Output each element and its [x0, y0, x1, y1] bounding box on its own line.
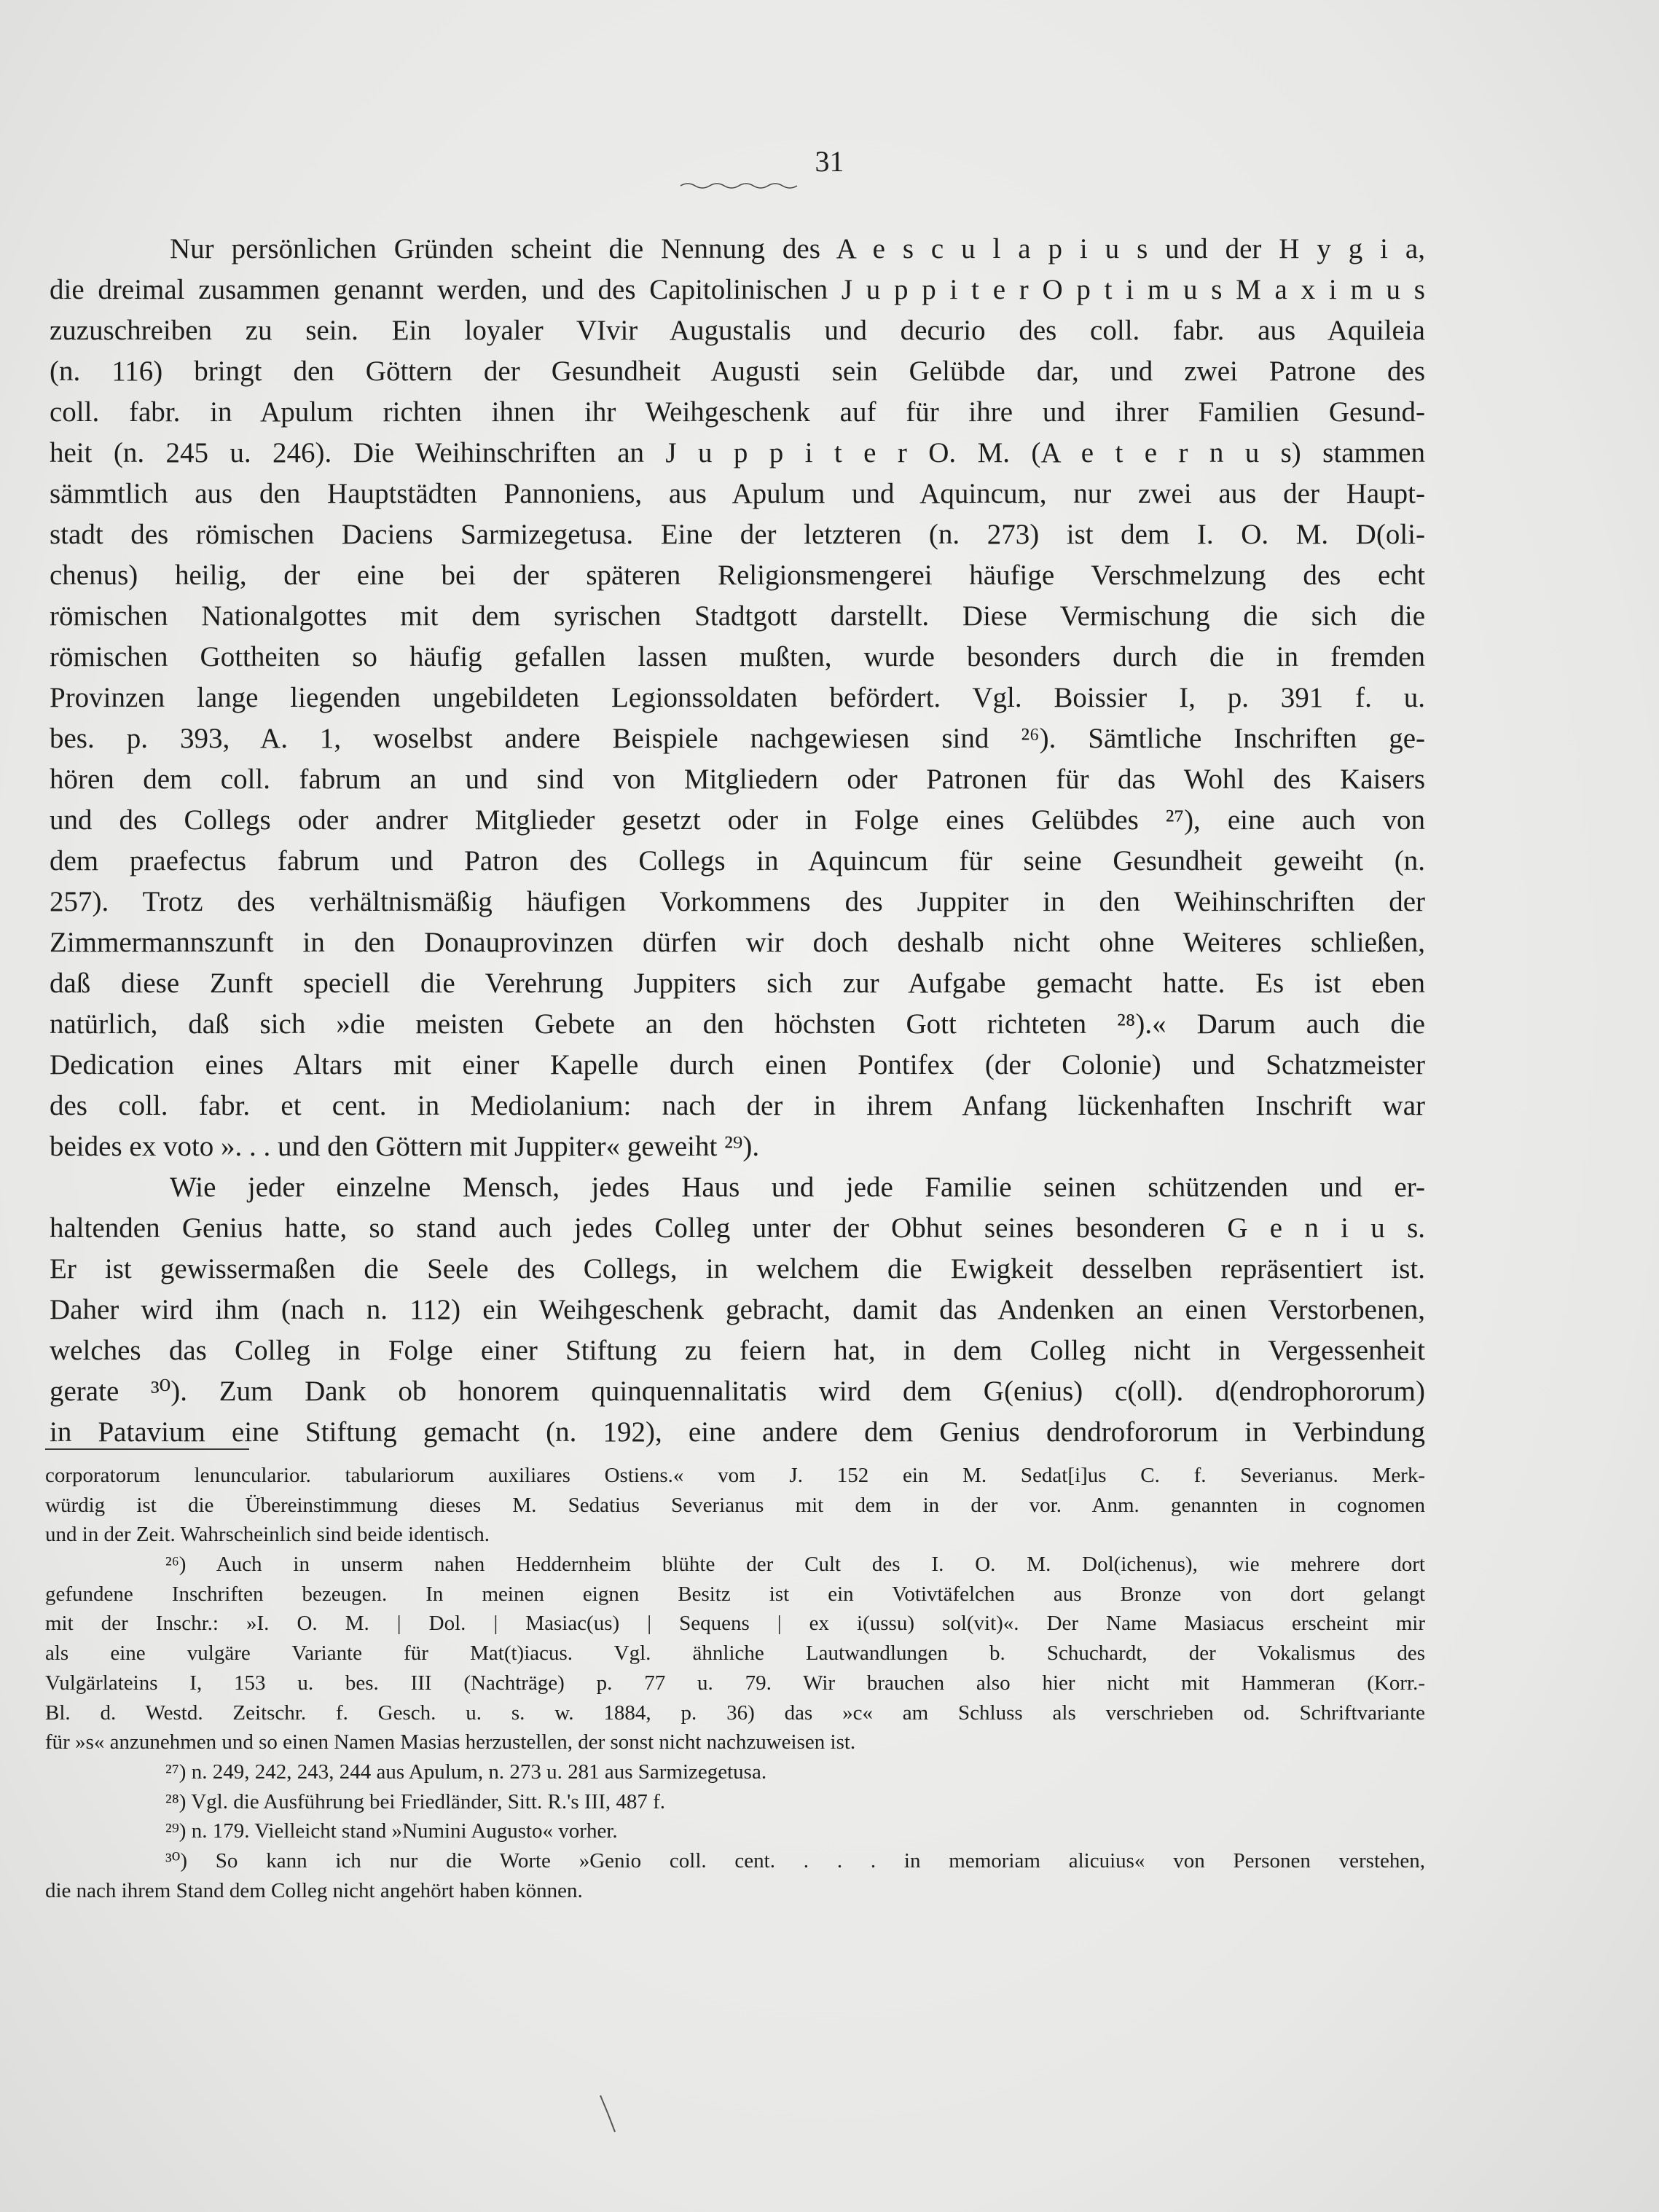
- footnote-line: ²⁹) n. 179. Vielleicht stand »Numini Augusto« vorher.: [165, 1819, 618, 1843]
- footnote-line: ²⁸) Vgl. die Ausführung bei Friedländer, Sitt. R.'s III, 487 f.: [165, 1789, 666, 1813]
- footnote-separator: [45, 1448, 249, 1450]
- body-line: heit (n. 245 u. 246). Die Weihinschriften an J u p p i t e r O. M. (A e t e r n u s) stammen: [50, 437, 1425, 468]
- body-line: die dreimal zusammen genannt werden, und des Capitolinischen J u p p i t e r O p t i m u s M a x i m u s: [50, 274, 1425, 305]
- body-line: Dedication eines Altars mit einer Kapelle durch einen Pontifex (der Colonie) und Schatzmeister: [50, 1049, 1425, 1080]
- page-number: 31: [815, 145, 844, 178]
- body-line: des coll. fabr. et cent. in Mediolanium: nach der in ihrem Anfang lückenhaften Inschrift war: [50, 1090, 1425, 1121]
- body-line: römischen Gottheiten so häufig gefallen lassen mußten, wurde besonders durch die in fremden: [50, 641, 1425, 672]
- stray-ink-mark: [597, 2091, 619, 2135]
- body-line: chenus) heilig, der eine bei der späteren Religionsmengerei häufige Verschmelzung des echt: [50, 560, 1425, 591]
- body-line: Provinzen lange liegenden ungebildeten Legionssoldaten befördert. Vgl. Boissier I, p. 391 f. u.: [50, 682, 1425, 713]
- body-line: coll. fabr. in Apulum richten ihnen ihr Weihgeschenk auf für ihre und ihrer Familien Gesund-: [50, 396, 1425, 428]
- body-line: welches das Colleg in Folge einer Stiftung zu feiern hat, in dem Colleg nicht in Vergessenheit: [50, 1335, 1425, 1366]
- body-line: bes. p. 393, A. 1, woselbst andere Beispiele nachgewiesen sind ²⁶). Sämtliche Inschriften ge-: [50, 723, 1425, 754]
- footnote-line: mit der Inschr.: »I. O. M. | Dol. | Masiac(us) | Sequens | ex i(ussu) sol(vit)«. Der Name Masiacus erscheint mir: [45, 1612, 1425, 1636]
- body-line: beides ex voto ». . . und den Göttern mit Juppiter« geweiht ²⁹).: [50, 1131, 760, 1162]
- footnotes: [45, 1461, 1425, 1905]
- body-line: Nur persönlichen Gründen scheint die Nennung des A e s c u l a p i u s und der H y g i a,: [170, 233, 1425, 264]
- page-number-flourish: [679, 181, 803, 191]
- body-line: zuzuschreiben zu sein. Ein loyaler VIvir Augustalis und decurio des coll. fabr. aus Aquileia: [50, 315, 1425, 346]
- footnote-line: würdig ist die Übereinstimmung dieses M. Sedatius Severianus mit dem in der vor. Anm. genannten in cognomen: [45, 1493, 1425, 1517]
- body-line: haltenden Genius hatte, so stand auch jedes Colleg unter der Obhut seines besonderen G e n i u s.: [50, 1212, 1425, 1244]
- body-line: Wie jeder einzelne Mensch, jedes Haus und jede Familie seinen schützenden und er-: [170, 1172, 1425, 1203]
- footnote-line: die nach ihrem Stand dem Colleg nicht angehört haben können.: [45, 1878, 583, 1902]
- footnote-line: ²⁶) Auch in unserm nahen Heddernheim blühte der Cult des I. O. M. Dol(ichenus), wie mehrere dort: [165, 1553, 1425, 1577]
- body-line: sämmtlich aus den Hauptstädten Pannoniens, aus Apulum und Aquincum, nur zwei aus der Haupt-: [50, 478, 1425, 509]
- footnote-line: corporatorum lenuncularior. tabulariorum auxiliares Ostiens.« vom J. 152 ein M. Sedat[i]us C. f. Severianus. Merk-: [45, 1464, 1425, 1487]
- footnote-line: Vulgärlateins I, 153 u. bes. III (Nachträge) p. 77 u. 79. Wir brauchen also hier nicht mit Hammeran (Korr.-: [45, 1671, 1425, 1695]
- footnote-line: gefundene Inschriften bezeugen. In meinen eignen Besitz ist ein Votivtäfelchen aus Bronze von dort gelangt: [45, 1582, 1425, 1606]
- footnote-line: ³⁰) So kann ich nur die Worte »Genio coll. cent. . . . in memoriam alicuius« von Personen verstehen,: [165, 1848, 1425, 1872]
- footnote-line: ²⁷) n. 249, 242, 243, 244 aus Apulum, n. 273 u. 281 aus Sarmizegetusa.: [165, 1760, 767, 1784]
- body-line: stadt des römischen Daciens Sarmizegetusa. Eine der letzteren (n. 273) ist dem I. O. M. D(oli-: [50, 519, 1425, 550]
- body-line: Er ist gewissermaßen die Seele des Collegs, in welchem die Ewigkeit desselben repräsentiert ist.: [50, 1253, 1425, 1285]
- body-line: Zimmermannszunft in den Donauprovinzen dürfen wir doch deshalb nicht ohne Weiteres schließen,: [50, 927, 1425, 958]
- body-line: Daher wird ihm (nach n. 112) ein Weihgeschenk gebracht, damit das Andenken an einen Verstorbenen,: [50, 1294, 1425, 1325]
- body-line: und des Collegs oder andrer Mitglieder gesetzt oder in Folge eines Gelübdes ²⁷), eine auch von: [50, 804, 1425, 836]
- body-line: dem praefectus fabrum und Patron des Collegs in Aquincum für seine Gesundheit geweiht (n.: [50, 845, 1425, 876]
- body-text: [50, 229, 1425, 1453]
- footnote-line: als eine vulgäre Variante für Mat(t)iacus. Vgl. ähnliche Lautwandlungen b. Schuchardt, der Vokalismus des: [45, 1642, 1425, 1666]
- footnote-line: Bl. d. Westd. Zeitschr. f. Gesch. u. s. w. 1884, p. 36) das »c« am Schluss als verschrieben od. Schriftvariante: [45, 1701, 1425, 1725]
- body-line: daß diese Zunft speciell die Verehrung Juppiters sich zur Aufgabe gemacht hatte. Es ist eben: [50, 968, 1425, 999]
- body-line: römischen Nationalgottes mit dem syrischen Stadtgott darstellt. Diese Vermischung die sich die: [50, 600, 1425, 632]
- footnote-line: und in der Zeit. Wahrscheinlich sind beide identisch.: [45, 1523, 490, 1547]
- body-line: hören dem coll. fabrum an und sind von Mitgliedern oder Patronen für das Wohl des Kaisers: [50, 764, 1425, 795]
- body-line: in Patavium eine Stiftung gemacht (n. 192), eine andere dem Genius dendrofororum in Verbindung: [50, 1416, 1425, 1448]
- body-line: gerate ³⁰). Zum Dank ob honorem quinquennalitatis wird dem G(enius) c(oll). d(endrophororum): [50, 1376, 1425, 1407]
- body-line: natürlich, daß sich »die meisten Gebete an den höchsten Gott richteten ²⁸).« Darum auch die: [50, 1008, 1425, 1040]
- footnote-line: für »s« anzunehmen und so einen Namen Masias herzustellen, der sonst nicht nachzuweisen ist.: [45, 1730, 856, 1754]
- body-line: (n. 116) bringt den Göttern der Gesundheit Augusti sein Gelübde dar, und zwei Patrone des: [50, 356, 1425, 387]
- body-line: 257). Trotz des verhältnismäßig häufigen Vorkommens des Juppiter in den Weihinschriften der: [50, 886, 1425, 917]
